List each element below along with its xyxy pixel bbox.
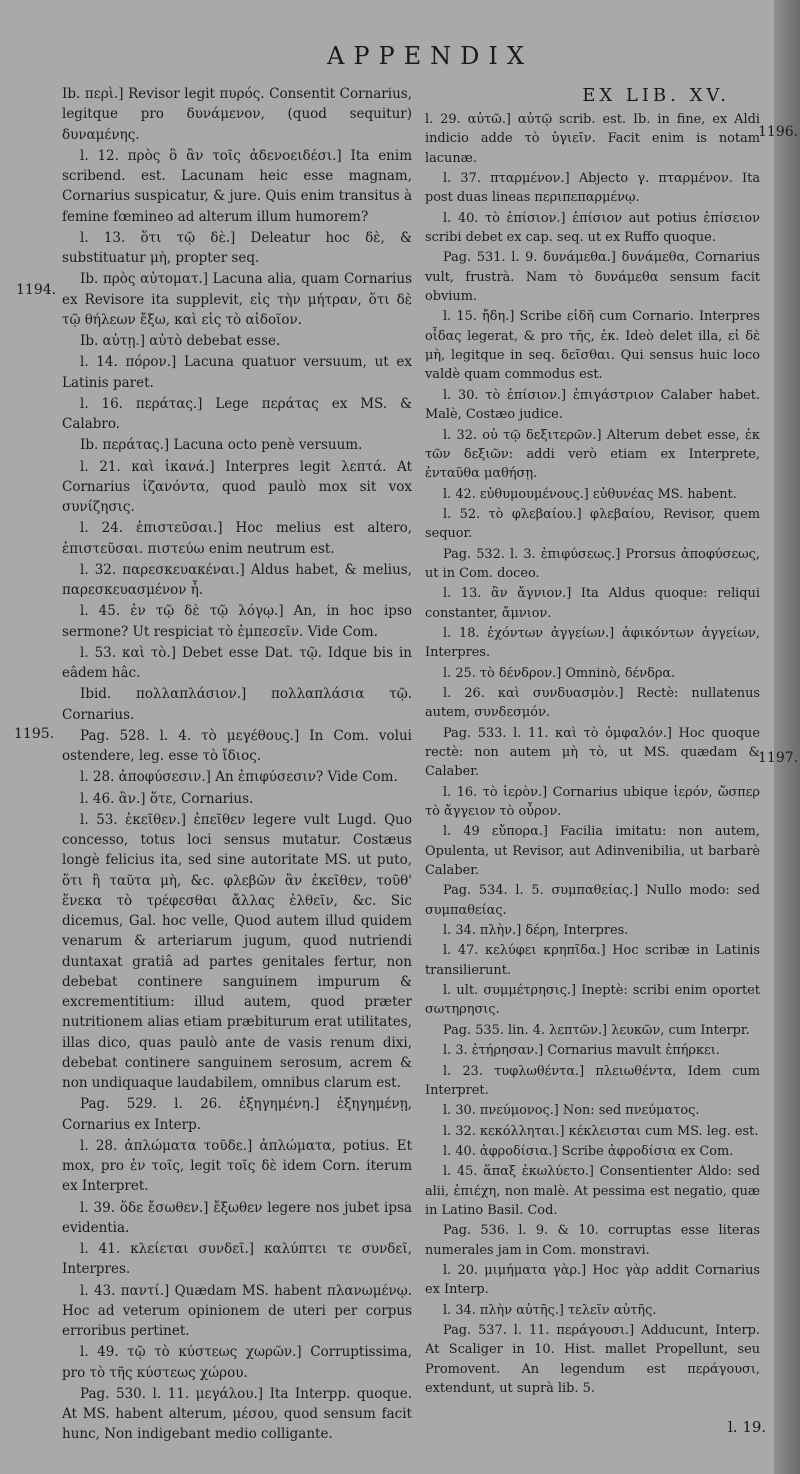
note-paragraph: l. 41. κλείεται συνδεῖ.] καλύπτει τε συνδεῖ, Interpres. — [62, 1241, 412, 1278]
note-paragraph: l. 24. ἐπιστεῦσαι.] Hoc melius est altero, ἐπιστεῦσαι. πιστεύω enim neutrum est. — [62, 520, 412, 557]
note-paragraph: l. 21. καὶ ἱκανά.] Interpres legit λεπτά. At Cornarius ἰζανόντα, quod paulò mox sit vox συνίζησις. — [62, 458, 412, 515]
margin-number: 1197. — [758, 750, 799, 766]
note-paragraph: l. 26. καὶ συνδυασμὸν.] Rectè: nullatenus autem, συνδεσμόν. — [425, 685, 760, 721]
note-paragraph: l. 43. παντί.] Quædam MS. habent πλανωμένῳ. Hoc ad veterum opinionem de uteri per corpus erroribus pertinet. — [62, 1282, 412, 1339]
note-paragraph: l. 53. καὶ τὸ.] Debet esse Dat. τῷ. Idque bis in eâdem hâc. — [62, 644, 412, 681]
right-column-body — [425, 110, 760, 1398]
note-paragraph: l. 34. πλὴν.] δέρη, Interpres. — [443, 923, 629, 939]
note-paragraph: l. 12. πρὸς ὃ ἂν τοῖς ἀδενοειδέσι.] Ita enim scribend. est. Lacunam heic esse magnam, Cornarius suspicatur, & jure. Quis enim transitus à femine fœmineo ad alterum illum humorem? — [62, 147, 412, 225]
note-paragraph: Pag. 537. l. 11. περάγουσι.] Adducunt, Interp. At Scaliger in 10. Hist. mallet Propellunt, seu Promovent. An legendum est περάγουσι, extendunt, ut suprà lib. 5. — [425, 1322, 760, 1396]
note-paragraph: l. 46. ἂν.] ὅτε, Cornarius. — [80, 790, 254, 807]
note-paragraph: l. 42. εὐθυμουμένους.] εὐθυνέας MS. habent. — [443, 486, 737, 502]
note-paragraph: l. 23. τυφλωθέντα.] πλειωθέντα, Idem cum Interpret. — [425, 1063, 760, 1098]
note-paragraph: l. 47. κελύφει κρηπῖδα.] Hoc scribæ in Latinis transilierunt. — [425, 943, 760, 978]
margin-number: 1196. — [758, 124, 799, 140]
note-paragraph: Pag. 531. l. 9. δυνάμεθα.] δυνάμεθα, Cornarius vult, frustrà. Nam τὸ δυνάμεθα sensum facit obvium. — [425, 250, 760, 305]
note-paragraph: l. 13. ἂν ἄγνιον.] Ita Aldus quoque: reliqui constanter, ἄμνιον. — [425, 586, 760, 621]
signature-mark: l. 19. — [728, 1418, 767, 1436]
page-edge-shadow — [774, 0, 800, 1474]
note-paragraph: Pag. 536. l. 9. & 10. corruptas esse literas numerales jam in Com. monstravi. — [425, 1223, 760, 1258]
note-paragraph: l. 53. ἐκεῖθεν.] ἐπεῖθεν legere vult Lugd. Quo concesso, totus loci sensus mutatur. Costæus longè felicius ita, sed sine autoritate MS. ut puto, ὅτι ἢ ταῦτα μὴ, &c. φλεβῶν ἂν ἐκεῖθεν, τοῦθ' ἕνεκα τὸ τρέφεσθαι ἄλλας ἐλθεῖν, &c. Sic dicemus, Gal. hoc velle, Quod autem illud quidem venarum & arteriarum jugum, quod nutriendi duntaxat gratiâ ad partes genitales fertur, non debebat continere sanguinem impurum & excrementitium: illud autem, quod præter nutritionem alias etiam præbiturum erat utilitates, illas dico, quas paulò ante de vasis renum dixi, debebat continere sanguinem serosum, acrem & non undiquaque laudabilem, omnibus clarum est. — [62, 811, 412, 1091]
note-paragraph: l. 14. πόρον.] Lacuna quatuor versuum, ut ex Latinis paret. — [62, 354, 412, 391]
note-paragraph: l. 45. ἐν τῷ δὲ τῷ λόγῳ.] An, in hoc ipso sermone? Ut respiciat τὸ ἐμπεσεῖν. Vide Com. — [62, 603, 412, 640]
note-paragraph: l. 28. ἀποφύσεσιν.] An ἐπιφύσεσιν? Vide Com. — [80, 769, 398, 786]
note-paragraph: l. 34. πλὴν αὐτῆς.] τελεῖν αὐτῆς. — [443, 1302, 657, 1318]
note-paragraph: l. 28. ἀπλώματα τοῦδε.] ἀπλώματα, potius. Et mox, pro ἐν τοῖς, legit τοῖς δὲ idem Corn. iterum ex Interpret. — [62, 1137, 412, 1195]
note-paragraph: l. 20. μιμήματα γὰρ.] Hoc γὰρ addit Cornarius ex Interp. — [425, 1262, 760, 1298]
note-paragraph: l. 29. αὐτῶ.] αὐτῷ scrib. est. Ib. in fine, ex Aldi indicio adde τὸ ὑγιεῖν. Facit enim is notam lacunæ. — [425, 112, 760, 166]
note-paragraph: Ibid. πολλαπλάσιον.] πολλαπλάσια τῷ. Cornarius. — [62, 686, 412, 723]
note-paragraph: Ib. αὐτῃ.] αὐτὸ debebat esse. — [80, 333, 281, 349]
note-paragraph: Pag. 533. l. 11. καὶ τὸ ὀμφαλόν.] Hoc quoque rectè: non autem μὴ τὸ, ut MS. quædam & Calaber. — [425, 725, 760, 780]
section-subhead: EX LIB. XV. — [582, 85, 730, 106]
note-paragraph: l. 18. ἐχόντων ἀγγείων.] ἀφικόντων ἀγγείων, Interpres. — [425, 625, 760, 661]
note-paragraph: l. ult. συμμέτρησις.] Ineptè: scribi enim oportet σωτηρησις. — [425, 983, 760, 1018]
note-paragraph: Pag. 530. l. 11. μεγάλου.] Ita Interpp. quoque. At MS. habent alterum, μέσου, quod sensum facit hunc, Non indigebant medio colligante. — [62, 1385, 412, 1443]
note-paragraph: l. 25. τὸ δένδρον.] Omninò, δένδρα. — [443, 665, 676, 681]
note-paragraph: l. 15. ἤδη.] Scribe εἰδῆ cum Cornario. Interpres οἶδας legerat, & pro τῆς, ἐκ. Ideò delet illa, εἰ δὲ μὴ, legitque in seq. δεῖσθαι. Qui sensus huic loco valdè quam commodus est. — [425, 309, 760, 383]
note-paragraph: Ib. πρὸς αὐτοματ.] Lacuna alia, quam Cornarius ex Revisore ita supplevit, εἰς τὴν μήτραν, ὅτι δὲ τῷ θήλεων ἔξω, καὶ εἰς τὸ αἰδοῖον. — [62, 271, 412, 328]
note-paragraph: Pag. 528. l. 4. τὸ μεγέθους.] In Com. volui ostendere, leg. esse τὸ ἴδιος. — [62, 727, 412, 764]
left-column — [62, 84, 412, 1446]
running-header: APPENDIX — [327, 42, 533, 70]
note-paragraph: l. 32. κεκόλληται.] κέκλεισται cum MS. leg. est. — [443, 1123, 759, 1139]
margin-number: 1194. — [16, 282, 57, 298]
right-column — [425, 84, 760, 1399]
note-paragraph: l. 30. τὸ ἐπίσιον.] ἐπιγάστριον Calaber habet. Malè, Costæo judice. — [425, 387, 760, 423]
note-paragraph: Pag. 534. l. 5. συμπαθείας.] Nullo modo: sed συμπαθείας. — [425, 883, 760, 918]
note-paragraph: l. 37. πταρμένον.] Abjecto γ. πταρμένον. Ita post duas lineas περιπεπαρμένῳ. — [425, 171, 760, 206]
note-paragraph: l. 39. ὅδε ἔσωθεν.] ἔξωθεν legere nos jubet ipsa evidentia. — [62, 1199, 412, 1236]
note-paragraph: Ib. περάτας.] Lacuna octo penè versuum. — [80, 437, 363, 454]
note-paragraph: Pag. 535. lin. 4. λεπτῶν.] λευκῶν, cum Interpr. — [443, 1022, 750, 1038]
note-paragraph: l. 16. τὸ ἱερὸν.] Cornarius ubique ἱερόν, ὥσπερ τὸ ἄγγειον τὸ οὖρον. — [425, 784, 760, 820]
note-paragraph: l. 32. οὐ τῷ δεξιτερῶν.] Alterum debet esse, ἐκ τῶν δεξιῶν: addi verò etiam ex Interprete, ἐνταῦθα μαθήσῃ. — [425, 427, 760, 482]
note-paragraph: l. 30. πνεύμονος.] Non: sed πνεύματος. — [443, 1103, 700, 1119]
note-paragraph: Pag. 529. l. 26. ἐξηγημένη.] ἐξηγημένῃ, Cornarius ex Interp. — [62, 1096, 412, 1133]
note-paragraph: l. 16. περάτας.] Lege περάτας ex MS. & Calabro. — [62, 395, 412, 432]
note-paragraph: l. 45. ἅπαξ ἐκωλύετο.] Consentienter Aldo: sed alii, ἐπιέχη, non malè. At pessima est negatio, quæ in Latino Basil. Cod. — [425, 1164, 760, 1218]
note-paragraph: Ib. περὶ.] Revisor legit πυρός. Consentit Cornarius, legitque pro δυνάμενον, (quod sequitur) δυναμένης. — [62, 86, 412, 143]
note-paragraph: Pag. 532. l. 3. ἐπιφύσεως.] Prorsus ἀποφύσεως, ut in Com. doceo. — [425, 546, 760, 581]
note-paragraph: l. 40. ἀφροδίσια.] Scribe ἀφροδίσια ex Com. — [443, 1143, 734, 1159]
note-paragraph: l. 13. ὅτι τῷ δὲ.] Deleatur hoc δὲ, & substituatur μὴ, propter seq. — [62, 229, 412, 266]
note-paragraph: l. 49. τῷ τὸ κύστεως χωρῶν.] Corruptissima, pro τὸ τῆς κύστεως χώρου. — [62, 1344, 412, 1381]
margin-number: 1195. — [14, 726, 55, 742]
note-paragraph: l. 40. τὸ ἐπίσιον.] ἐπίσιον aut potius ἐπίσειον scribi debet ex cap. seq. ut ex Ruffo quoque. — [425, 210, 760, 246]
note-paragraph: l. 52. τὸ φλεβαίου.] φλεβαίου, Revisor, quem sequor. — [425, 506, 760, 542]
note-paragraph: l. 3. ἐτήρησαν.] Cornarius mavult ἐπήρκει. — [443, 1043, 720, 1059]
note-paragraph: l. 32. παρεσκευακέναι.] Aldus habet, & melius, παρεσκευασμένον ἦ. — [62, 561, 412, 598]
note-paragraph: l. 49 εὔπορα.] Facilia imitatu: non autem, Opulenta, ut Revisor, aut Adinvenibilia, ut barbarè Calaber. — [425, 824, 760, 879]
